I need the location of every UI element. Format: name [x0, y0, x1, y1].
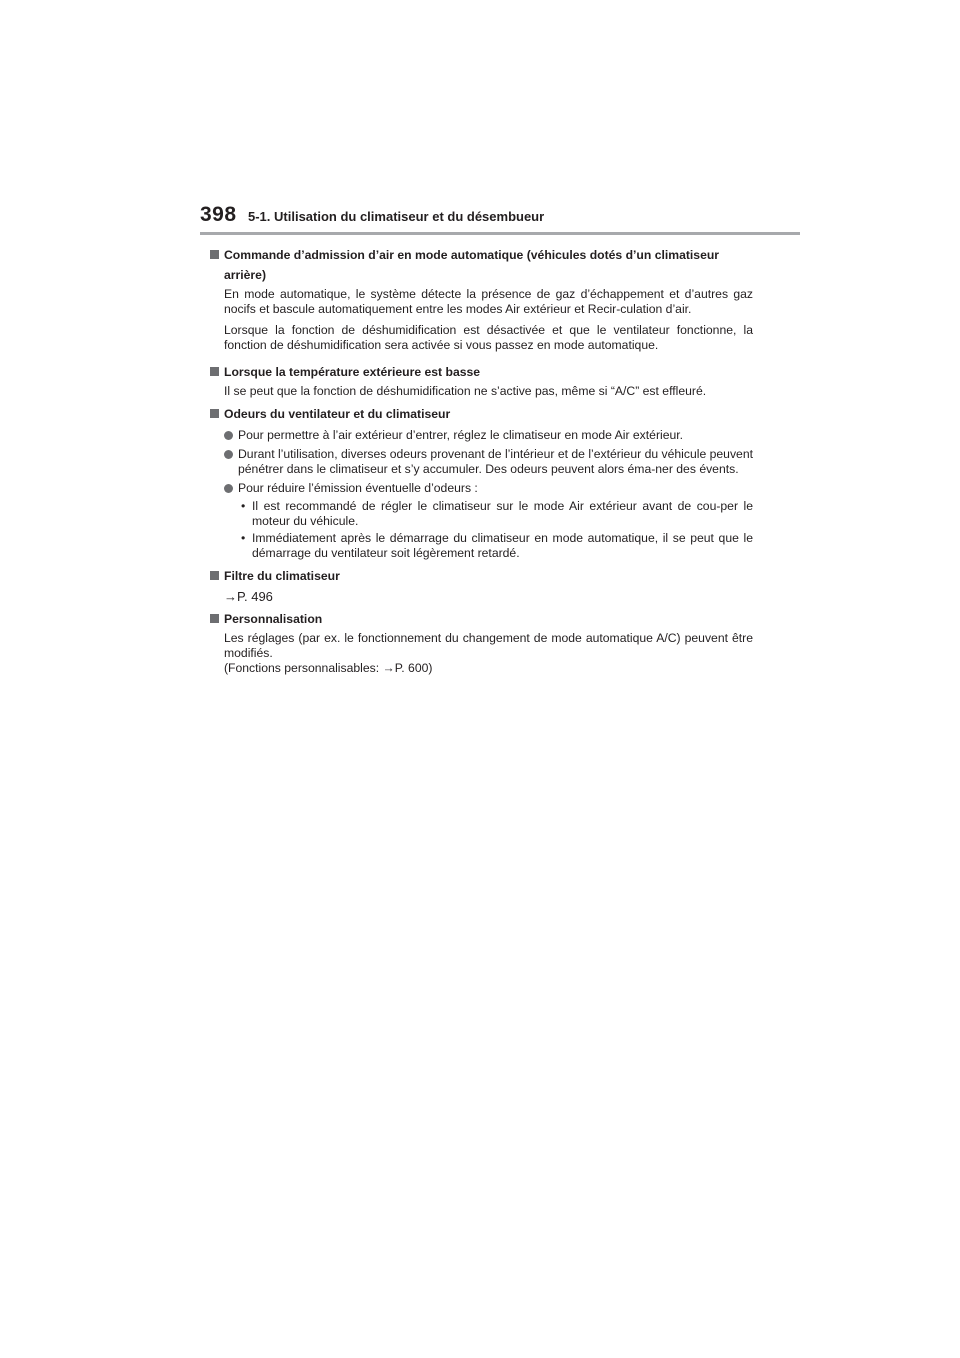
bullet-text: Pour permettre à l’air extérieur d’entrer, réglez le climatiseur en mode Air extérieur.: [238, 428, 684, 442]
square-bullet-icon: [210, 367, 219, 376]
heading-text: Personnalisation: [224, 612, 323, 626]
section-heading: [208, 362, 753, 382]
page-header: [200, 203, 800, 233]
page-number: 398: [200, 203, 237, 226]
square-bullet-icon: [210, 409, 219, 418]
paragraph-reference[interactable]: (Fonctions personnalisables: →P. 600): [224, 661, 433, 675]
section-heading: [208, 566, 753, 586]
section-low-temperature: [208, 362, 753, 399]
paragraph: En mode automatique, le système détecte la présence de gaz d’échappement et d’autres gaz nocifs et bascule automatiquement entre les modes Air extérieur et Recir-culation d’air.: [224, 287, 753, 316]
section-auto-air-intake: [208, 245, 753, 353]
header-rule: [200, 232, 800, 235]
sub-bullet-marker: •: [241, 531, 246, 545]
sub-item-text: Il est recommandé de régler le climatiseur sur le mode Air extérieur avant de cou-per le moteur du véhicule.: [252, 499, 753, 528]
section-odors: [208, 404, 753, 561]
paragraph: Il se peut que la fonction de déshumidification ne s’active pas, même si “A/C” est effleuré.: [224, 384, 707, 398]
heading-text: Filtre du climatiseur: [224, 569, 340, 583]
bullet-item: [208, 481, 753, 496]
bullet-item: [208, 428, 753, 443]
sub-item-text: Immédiatement après le démarrage du climatiseur en mode automatique, il se peut que le démarrage du ventilateur soit légèrement retardé.: [252, 531, 753, 560]
square-bullet-icon: [210, 250, 219, 259]
circle-bullet-icon: [224, 484, 233, 493]
section-heading: [208, 245, 753, 285]
section-personalization: [208, 609, 753, 676]
sub-item: [208, 531, 753, 561]
sub-bullet-marker: •: [241, 499, 246, 513]
chapter-title: 5-1. Utilisation du climatiseur et du désembueur: [248, 209, 545, 224]
square-bullet-icon: [210, 614, 219, 623]
paragraph: Les réglages (par ex. le fonctionnement du changement de mode automatique A/C) peuvent être modifiés.: [224, 631, 753, 660]
page-reference-link[interactable]: →P. 496: [224, 589, 273, 604]
bullet-text: Pour réduire l’émission éventuelle d’odeurs :: [238, 481, 478, 495]
square-bullet-icon: [210, 571, 219, 580]
paragraph: Lorsque la fonction de déshumidification est désactivée et que le ventilateur fonctionne, la fonction de déshumidification sera activée si vous passez en mode automatique.: [224, 323, 753, 352]
heading-text: Odeurs du ventilateur et du climatiseur: [224, 407, 451, 421]
section-heading: [208, 404, 753, 424]
circle-bullet-icon: [224, 431, 233, 440]
bullet-text: Durant l’utilisation, diverses odeurs provenant de l’intérieur et de l’extérieur du véhicule peuvent pénétrer dans le climatiseur et s’y accumuler. Des odeurs peuvent alors éma-ner des évents.: [238, 447, 753, 476]
circle-bullet-icon: [224, 450, 233, 459]
page-content: [208, 245, 753, 676]
bullet-item: [208, 447, 753, 477]
heading-text: Commande d’admission d’air en mode automatique (véhicules dotés d’un climatiseur arrière): [224, 248, 720, 282]
section-filter: [208, 566, 753, 604]
section-heading: [208, 609, 753, 629]
heading-text: Lorsque la température extérieure est basse: [224, 365, 481, 379]
sub-item: [208, 499, 753, 529]
